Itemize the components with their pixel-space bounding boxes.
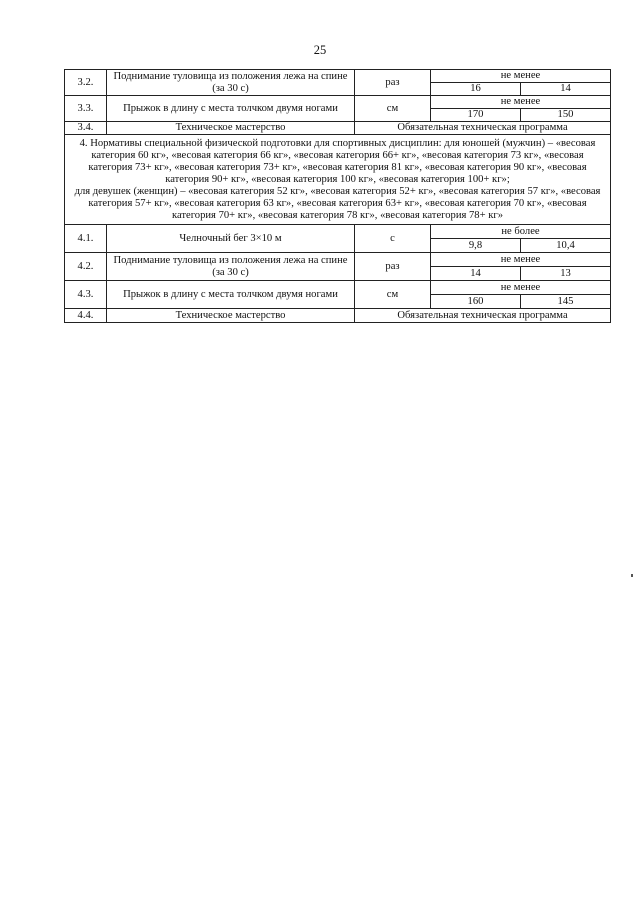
qualifier: не менее bbox=[431, 96, 611, 109]
value-cell: 16 bbox=[431, 83, 521, 96]
value-cell: 145 bbox=[521, 295, 611, 309]
scan-mark bbox=[631, 574, 633, 577]
section-text-men: 4. Нормативы специальной физической подготовки для спортивных дисциплин: для юношей (мужчин) – «весовая категория 60 кг», «весовая категория 66 кг», «весовая категория 66+ кг», «весовая категория 73 кг», «весовая категория 73+ кг», «весовая категория 73+ кг», «весовая категория 81 кг», «весовая категория 90 кг», «весовая категория 90+ кг», «весовая категория 100 кг», «весовая категория 100+ кг»; bbox=[79, 138, 596, 185]
table-row bbox=[65, 253, 611, 267]
unit: раз bbox=[355, 253, 431, 281]
section-heading-row bbox=[65, 135, 611, 225]
page-number: 25 bbox=[313, 43, 327, 57]
qualifier: не менее bbox=[431, 70, 611, 83]
value-cell: 13 bbox=[521, 267, 611, 281]
row-number: 3.2. bbox=[65, 70, 107, 96]
row-number: 4.2. bbox=[65, 253, 107, 281]
value-cell: 10,4 bbox=[521, 239, 611, 253]
table-row bbox=[65, 70, 611, 83]
exercise-name: Поднимание туловища из положения лежа на спине (за 30 с) bbox=[107, 70, 355, 96]
norms-table bbox=[64, 69, 611, 323]
exercise-name: Техническое мастерство bbox=[107, 122, 355, 135]
unit: с bbox=[355, 225, 431, 253]
program-cell: Обязательная техническая программа bbox=[355, 122, 611, 135]
unit: см bbox=[355, 96, 431, 122]
unit: см bbox=[355, 281, 431, 309]
row-number: 4.3. bbox=[65, 281, 107, 309]
qualifier: не менее bbox=[431, 253, 611, 267]
table-row bbox=[65, 122, 611, 135]
value-cell: 150 bbox=[521, 109, 611, 122]
value-cell: 9,8 bbox=[431, 239, 521, 253]
table-row bbox=[65, 225, 611, 239]
row-number: 4.1. bbox=[65, 225, 107, 253]
row-number: 4.4. bbox=[65, 309, 107, 323]
row-number: 3.3. bbox=[65, 96, 107, 122]
exercise-name: Техническое мастерство bbox=[107, 309, 355, 323]
exercise-name: Поднимание туловища из положения лежа на спине (за 30 с) bbox=[107, 253, 355, 281]
program-cell: Обязательная техническая программа bbox=[355, 309, 611, 323]
table-row bbox=[65, 309, 611, 323]
qualifier: не более bbox=[431, 225, 611, 239]
exercise-name: Челночный бег 3×10 м bbox=[107, 225, 355, 253]
row-number: 3.4. bbox=[65, 122, 107, 135]
unit: раз bbox=[355, 70, 431, 96]
value-cell: 170 bbox=[431, 109, 521, 122]
value-cell: 160 bbox=[431, 295, 521, 309]
table-row bbox=[65, 96, 611, 109]
value-cell: 14 bbox=[521, 83, 611, 96]
exercise-name: Прыжок в длину с места толчком двумя ногами bbox=[107, 96, 355, 122]
qualifier: не менее bbox=[431, 281, 611, 295]
value-cell: 14 bbox=[431, 267, 521, 281]
section-heading bbox=[65, 135, 611, 225]
table-row bbox=[65, 281, 611, 295]
section-text-women: для девушек (женщин) – «весовая категория 52 кг», «весовая категория 52+ кг», «весовая категория 57 кг», «весовая категория 57+ кг», «весовая категория 63 кг», «весовая категория 63+ кг», «весовая категория 70 кг», «весовая категория 70+ кг», «весовая категория 78 кг», «весовая категория 78+ кг» bbox=[74, 186, 601, 221]
exercise-name: Прыжок в длину с места толчком двумя ногами bbox=[107, 281, 355, 309]
